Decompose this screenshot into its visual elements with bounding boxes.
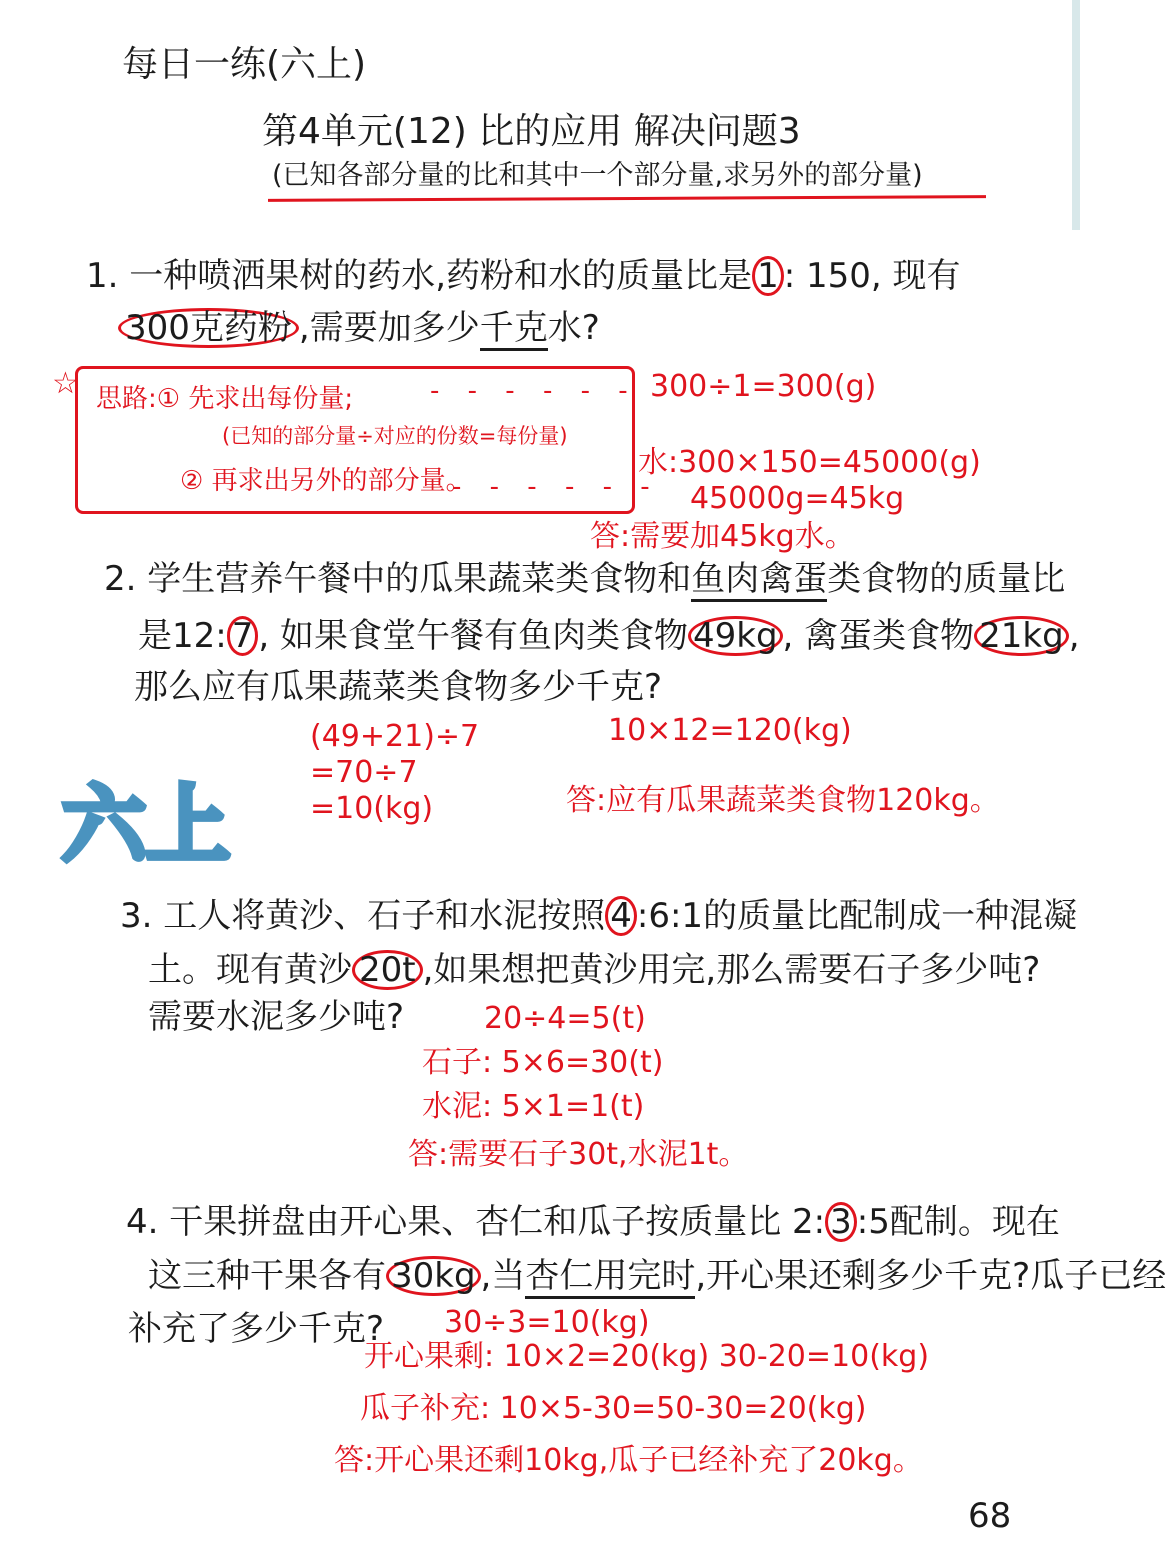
q3-answer: 答:需要石子30t,水泥1t。	[408, 1137, 749, 1172]
page-number: 68	[968, 1496, 1012, 1536]
q4-line3: 补充了多少千克?	[128, 1309, 385, 1349]
unit-title: 第4单元(12) 比的应用 解决问题3	[262, 111, 801, 152]
q3-line3: 需要水泥多少吨?	[148, 997, 405, 1037]
q4-circled-3: 3	[825, 1202, 857, 1242]
q1-answer: 答:需要加45kg水。	[590, 519, 855, 554]
star-icon: ☆	[52, 366, 79, 401]
q4-calc2: 开心果剩: 10×2=20(kg) 30-20=10(kg)	[364, 1339, 930, 1374]
q3-calc1: 20÷4=5(t)	[484, 1001, 646, 1036]
q1-line1: 1. 一种喷洒果树的药水,药粉和水的质量比是 1 : 150, 现有	[86, 256, 961, 296]
q2-line2: 是12: 7 , 如果食堂午餐有鱼肉类食物 49kg , 禽蛋类食物 21kg ,	[138, 616, 1080, 656]
q2-circled-21kg: 21kg	[974, 616, 1069, 656]
q2-line3: 那么应有瓜果蔬菜类食物多少千克?	[134, 667, 663, 707]
q1-think-formula: (已知的部分量÷对应的份数=每份量)	[222, 424, 568, 448]
q1-line2: 300克药粉 ,需要加多少千克水?	[118, 308, 600, 348]
q3-circled-4: 4	[605, 896, 637, 936]
q1-think-title: 思路:① 先求出每份量;	[96, 384, 354, 414]
q4-answer: 答:开心果还剩10kg,瓜子已经补充了20kg。	[334, 1443, 923, 1478]
q3-calc2: 石子: 5×6=30(t)	[422, 1045, 664, 1080]
q2-circled-7: 7	[227, 616, 259, 656]
q1-calc1: 300÷1=300(g)	[650, 369, 877, 404]
q4-calc3: 瓜子补充: 10×5-30=50-30=20(kg)	[360, 1391, 867, 1426]
q3-calc3: 水泥: 5×1=1(t)	[422, 1089, 645, 1124]
q4-calc1: 30÷3=10(kg)	[444, 1305, 650, 1340]
q4-circled-30kg: 30kg	[386, 1256, 481, 1296]
q2-calc2: =70÷7	[310, 755, 418, 790]
q3-line1: 3. 工人将黄沙、石子和水泥按照 4 :6:1的质量比配制成一种混凝	[120, 896, 1078, 936]
page-edge	[1072, 0, 1080, 230]
q1-calc2: 水:300×150=45000(g)	[638, 445, 981, 480]
page-header-title: 每日一练(六上)	[122, 44, 367, 85]
q3-line2: 土。现有黄沙 20t ,如果想把黄沙用完,那么需要石子多少吨?	[148, 950, 1041, 990]
q1-calc3: 45000g=45kg	[690, 481, 905, 516]
q4-line1: 4. 干果拼盘由开心果、杏仁和瓜子按质量比 2: 3 :5配制。现在	[126, 1202, 1060, 1242]
q2-line1: 2. 学生营养午餐中的瓜果蔬菜类食物和鱼肉禽蛋类食物的质量比	[104, 562, 1065, 596]
q2-calc3: =10(kg)	[310, 791, 434, 826]
q2-circled-49kg: 49kg	[688, 616, 783, 656]
unit-subtitle: (已知各部分量的比和其中一个部分量,求另外的部分量)	[272, 160, 923, 191]
q2-answer: 答:应有瓜果蔬菜类食物120kg。	[566, 783, 1000, 818]
q1-circled-300g: 300克药粉	[118, 308, 299, 348]
q4-line2: 这三种干果各有 30kg ,当杏仁用完时,开心果还剩多少千克?瓜子已经	[148, 1256, 1166, 1296]
dashed-connector: - - - - - -	[430, 376, 638, 406]
title-underline	[268, 195, 986, 202]
q3-circled-20t: 20t	[352, 950, 423, 990]
q2-calc1: (49+21)÷7	[310, 719, 480, 754]
dashed-connector: - - - - - -	[452, 472, 660, 502]
q2-calc4: 10×12=120(kg)	[608, 713, 852, 748]
grade-tag: 六上	[62, 776, 231, 874]
q1-circled-1: 1	[752, 256, 784, 296]
q1-think-step2: ② 再求出另外的部分量。	[180, 466, 472, 496]
